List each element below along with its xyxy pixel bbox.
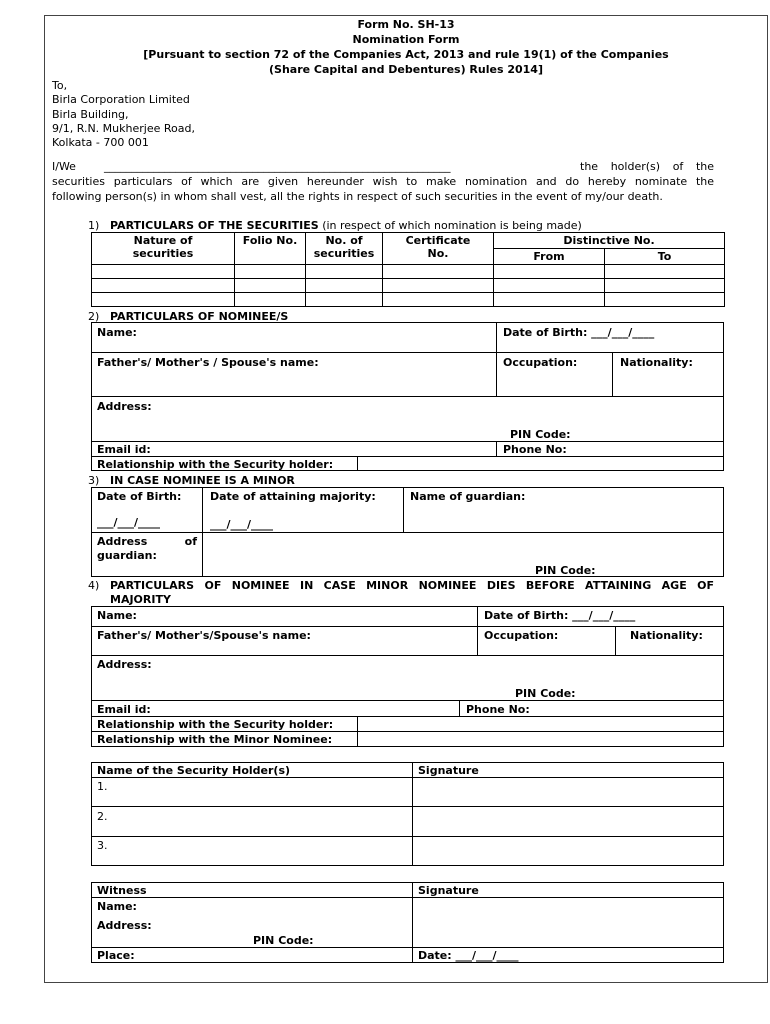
witness-address-label: Address: (97, 919, 152, 932)
nominee-name-label: Name: (97, 326, 137, 339)
alt-nominee-rel-holder-label: Relationship with the Security holder: (97, 718, 334, 731)
intro-line-2: securities particulars of which are given hereunder wish to make nomination and do hereby nominate the (52, 175, 714, 188)
minor-dob-label: Date of Birth: (97, 490, 182, 503)
section-1-number: 1) (88, 219, 100, 232)
col-from: From (494, 249, 605, 265)
section-2-title: PARTICULARS OF NOMINEE/S (110, 310, 289, 323)
table-row[interactable] (92, 293, 725, 307)
section-3-number: 3) (88, 474, 100, 487)
guardian-name-label: Name of guardian: (410, 490, 526, 503)
address-line-1: Birla Corporation Limited (52, 93, 190, 106)
section-1-title: PARTICULARS OF THE SECURITIES (110, 219, 319, 232)
alt-nominee-nationality-label: Nationality: (630, 629, 703, 642)
minor-majority-blank[interactable]: ___/___/____ (210, 518, 274, 531)
alt-nominee-dob-label: Date of Birth: ___/___/____ (484, 609, 636, 622)
section-4-number: 4) (88, 579, 100, 592)
col-distinctive: Distinctive No. (494, 233, 725, 249)
table-row[interactable] (92, 279, 725, 293)
alt-nominee-email-label: Email id: (97, 703, 151, 716)
section-2-number: 2) (88, 310, 100, 323)
minor-dob-blank[interactable]: ___/___/____ (97, 516, 161, 529)
alt-nominee-parent-label: Father's/ Mother's/Spouse's name: (97, 629, 311, 642)
nominee-nationality-label: Nationality: (620, 356, 693, 369)
holder-row-1: 1. (97, 780, 108, 793)
pursuant-line-2: (Share Capital and Debentures) Rules 2014] (269, 63, 543, 76)
witness-name-label: Name: (97, 900, 137, 913)
nominee-parent-label: Father's/ Mother's / Spouse's name: (97, 356, 319, 369)
address-line-4: Kolkata - 700 001 (52, 136, 149, 149)
nominee-occupation-label: Occupation: (503, 356, 578, 369)
securities-table (91, 232, 725, 307)
nominee-relationship-label: Relationship with the Security holder: (97, 458, 334, 471)
pursuant-line-1: [Pursuant to section 72 of the Companies Act, 2013 and rule 19(1) of the Companies (143, 48, 669, 61)
col-certificate: Certificate No. (383, 233, 494, 265)
alt-nominee-phone-label: Phone No: (466, 703, 530, 716)
witness-date-label: Date: ___/___/____ (418, 949, 519, 962)
intro-iwe: I/We (52, 160, 76, 173)
address-to: To, (52, 79, 68, 92)
form-number: Form No. SH-13 (357, 18, 455, 31)
holders-col-signature: Signature (418, 764, 479, 777)
section-4-title-2: MAJORITY (110, 593, 171, 606)
alt-nominee-pin-label: PIN Code: (515, 687, 576, 700)
guardian-address-label: Address of (97, 535, 197, 548)
intro-holder-name-blank[interactable]: _______________________________________________________________ (104, 160, 451, 173)
alt-nominee-occupation-label: Occupation: (484, 629, 559, 642)
witness-place-label: Place: (97, 949, 135, 962)
holder-row-3: 3. (97, 839, 108, 852)
nominee-dob-label: Date of Birth: ___/___/____ (503, 326, 655, 339)
minor-majority-label: Date of attaining majority: (210, 490, 376, 503)
section-1-note: (in respect of which nomination is being made) (322, 219, 582, 232)
address-line-3: 9/1, R.N. Mukherjee Road, (52, 122, 195, 135)
witness-pin-label: PIN Code: (253, 934, 314, 947)
holders-col-name: Name of the Security Holder(s) (97, 764, 291, 777)
col-nature: Nature of securities (92, 233, 235, 265)
form-title: Nomination Form (352, 33, 460, 46)
alt-nominee-address-label: Address: (97, 658, 152, 671)
col-to: To (605, 249, 725, 265)
section-1-heading (110, 219, 582, 232)
nominee-address-label: Address: (97, 400, 152, 413)
alt-nominee-name-label: Name: (97, 609, 137, 622)
table-row[interactable] (92, 265, 725, 279)
witness-table (91, 882, 724, 963)
witness-title: Witness (97, 884, 147, 897)
intro-line-3: following person(s) in whom shall vest, all the rights in respect of such securities in the event of my/our death. (52, 190, 663, 203)
guardian-pin-label: PIN Code: (535, 564, 596, 577)
alt-nominee-rel-minor-label: Relationship with the Minor Nominee: (97, 733, 333, 746)
col-no-securities: No. of securities (306, 233, 383, 265)
holder-row-2: 2. (97, 810, 108, 823)
section-4-title: PARTICULARS OF NOMINEE IN CASE MINOR NOMINEE DIES BEFORE ATTAINING AGE OF (110, 579, 714, 592)
col-folio: Folio No. (235, 233, 306, 265)
nominee-phone-label: Phone No: (503, 443, 567, 456)
guardian-address-label-2: guardian: (97, 549, 157, 562)
nominee-email-label: Email id: (97, 443, 151, 456)
witness-signature-label: Signature (418, 884, 479, 897)
intro-holders-text: the holder(s) of the (580, 160, 714, 173)
section-3-title: IN CASE NOMINEE IS A MINOR (110, 474, 295, 487)
nominee-pin-label: PIN Code: (510, 428, 571, 441)
address-line-2: Birla Building, (52, 108, 129, 121)
